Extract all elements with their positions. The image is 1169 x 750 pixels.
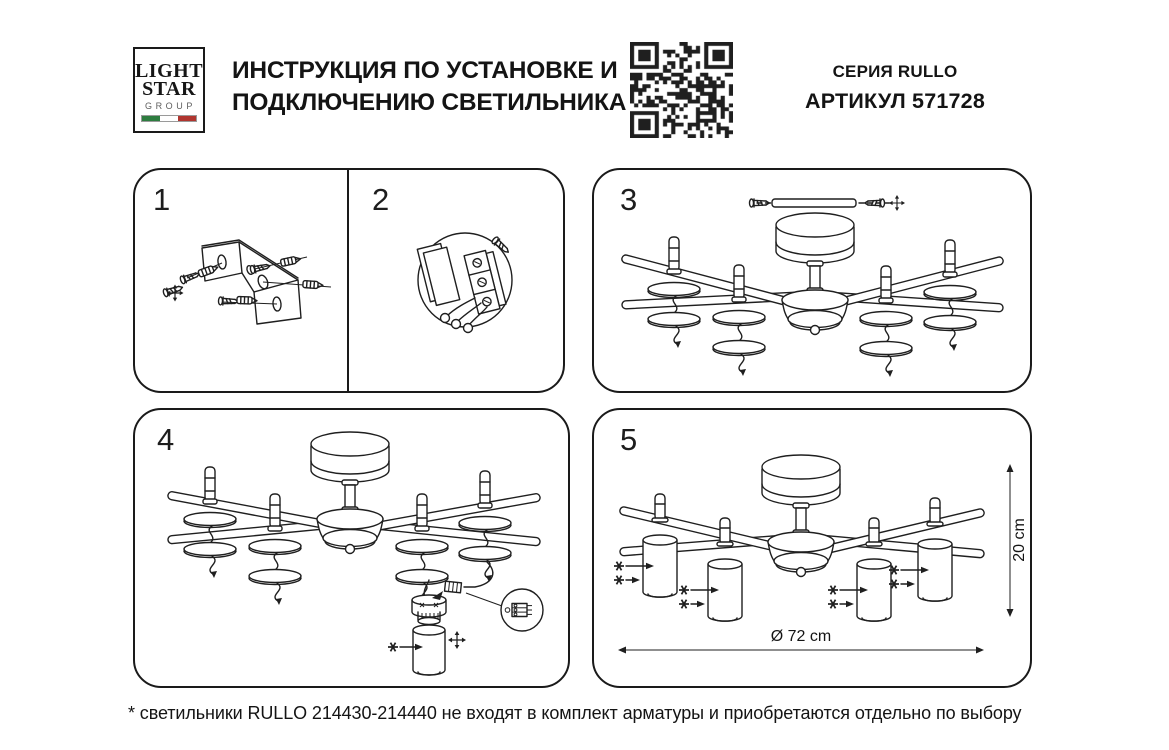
panel-step-5 <box>592 408 1032 688</box>
step-5-drawing <box>594 410 1030 686</box>
screw-icon <box>162 283 183 297</box>
ceiling-mount <box>311 432 389 554</box>
screw-icon <box>218 297 238 306</box>
step-number-4: 4 <box>157 422 175 457</box>
panel-step-4 <box>133 408 570 688</box>
lamp-holder <box>184 467 236 578</box>
height-dimension <box>1007 464 1029 617</box>
flag-white <box>160 116 178 121</box>
wire-lug <box>441 314 450 323</box>
article-label: АРТИКУЛ 571728 <box>805 89 985 113</box>
italian-flag-icon <box>141 115 197 122</box>
screw-icon <box>491 236 511 255</box>
panel-steps-1-2 <box>133 168 565 393</box>
product-info <box>795 62 995 114</box>
height-dimension-label: 20 cm <box>1011 518 1028 562</box>
lamp-shade <box>643 494 677 597</box>
lamp-holder <box>459 471 511 582</box>
step-number-1: 1 <box>153 182 171 217</box>
ceiling-mount <box>762 455 840 577</box>
ceiling-mount <box>776 213 854 335</box>
direction-cross-icon <box>889 195 905 211</box>
lightstar-logo <box>133 47 205 133</box>
step-3-drawing <box>594 170 1030 391</box>
logo-word-light: LIGHT <box>134 60 204 82</box>
terminal-block <box>464 249 507 314</box>
diameter-dimension <box>618 628 984 654</box>
lamp-holder <box>924 240 976 351</box>
page-title <box>232 55 626 119</box>
mounting-bar <box>750 195 906 211</box>
connector-detail <box>432 562 543 631</box>
series-label: СЕРИЯ RULLO <box>832 62 958 81</box>
title-line-1: ИНСТРУКЦИЯ ПО УСТАНОВКЕ И <box>232 57 618 84</box>
step-4-drawing <box>135 410 568 686</box>
logo-word-group: GROUP <box>144 101 196 111</box>
qr-code <box>630 42 733 138</box>
flag-green <box>142 116 160 121</box>
step-number-3: 3 <box>620 182 638 217</box>
bracket-diagram <box>162 240 331 324</box>
asterisk-marker <box>388 643 398 652</box>
logo-word-star: STAR <box>142 78 196 100</box>
title-line-2: ПОДКЛЮЧЕНИЮ СВЕТИЛЬНИКА <box>232 89 627 116</box>
footnote: * светильники RULLO 214430-214440 не входят в комплект арматуры и приобретаются отдельно по выбору <box>128 703 1022 723</box>
step-number-5: 5 <box>620 422 638 457</box>
lamp-holder <box>648 237 700 348</box>
step-number-2: 2 <box>372 182 390 217</box>
lamp-shade <box>918 498 952 601</box>
flag-red <box>178 116 196 121</box>
terminal-block-icon <box>512 604 532 617</box>
wire-lug <box>452 320 461 329</box>
diameter-dimension-label: Ø 72 cm <box>770 628 832 645</box>
steps-1-2-drawing <box>135 170 563 391</box>
wall-plug-icon <box>303 281 323 289</box>
lamp-shade <box>413 630 445 675</box>
panel-step-3 <box>592 168 1032 393</box>
wire-lug <box>464 324 473 333</box>
wall-plug-icon <box>280 255 301 266</box>
move-arrows-icon <box>448 631 466 649</box>
wiring-diagram <box>417 233 512 333</box>
